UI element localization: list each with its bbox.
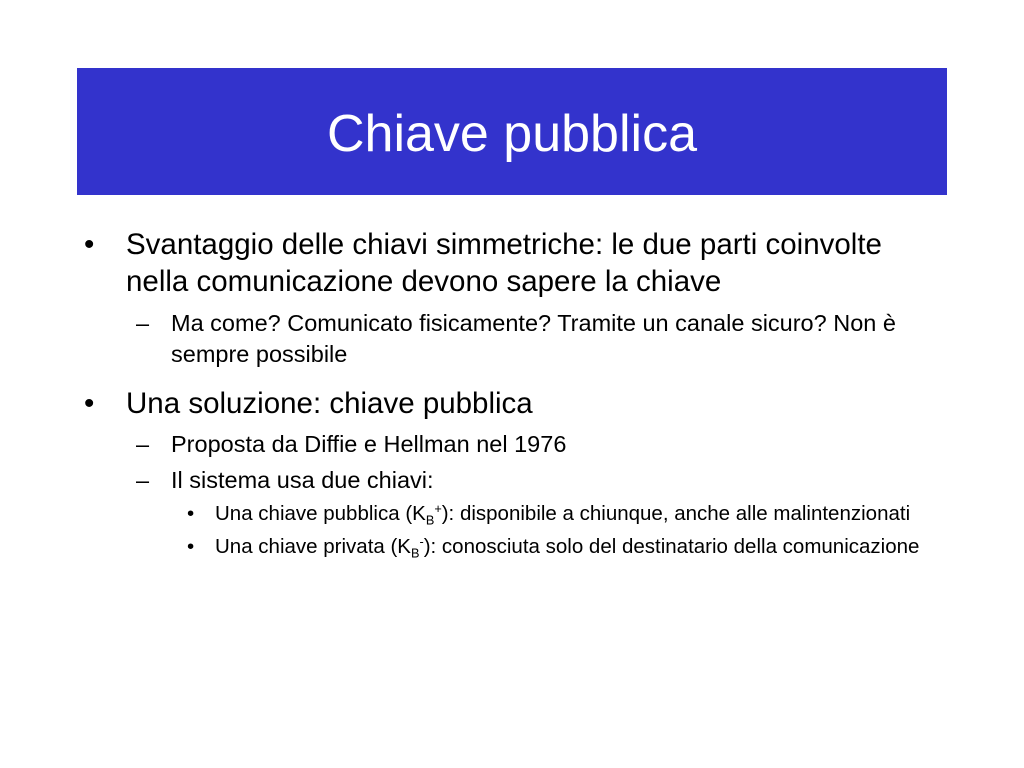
bullet-marker: •	[84, 387, 95, 420]
sub-sub-bullet-item	[187, 501, 944, 527]
sub-bullet-text: Ma come? Comunicato fisicamente? Tramite un canale sicuro? Non è sempre possibile	[171, 310, 896, 367]
bullet-marker: •	[84, 228, 95, 261]
key-subscript: B	[410, 545, 420, 561]
bullet-marker: •	[187, 502, 195, 525]
dash-marker: –	[136, 431, 150, 457]
sub-sub-bullet-item	[187, 534, 944, 560]
sub-bullet-item	[136, 465, 944, 496]
sub-bullet-item	[136, 308, 944, 370]
private-key-text: Una chiave privata $(K_B^-)$: conosciuta solo del destinatario della comunicazione	[215, 534, 920, 561]
bullet-marker: •	[187, 535, 195, 558]
bullet-text: Una soluzione: chiave pubblica	[126, 387, 533, 420]
sub-bullet-text: Proposta da Diffie e Hellman nel 1976	[171, 431, 567, 457]
title-bar	[77, 68, 947, 195]
dash-marker: –	[136, 467, 150, 493]
sub-bullet-text: Il sistema usa due chiavi:	[171, 467, 434, 493]
public-key-text: Una chiave pubblica $(K_B^+)$: disponibile a chiunque, anche alle malintenzionati	[215, 501, 911, 528]
bullet-item	[84, 226, 944, 300]
sub-bullet-item	[136, 429, 944, 460]
slide-title: Chiave pubblica	[326, 104, 698, 163]
key-superscript: +	[434, 501, 442, 517]
key-superscript: -	[419, 534, 424, 550]
bullet-item	[84, 385, 944, 422]
key-subscript: B	[425, 512, 435, 528]
bullet-text: Svantaggio delle chiavi simmetriche: le due parti coinvolte nella comunicazione devono sapere la chiave	[126, 228, 882, 298]
slide-body	[84, 226, 944, 560]
dash-marker: –	[136, 310, 150, 336]
